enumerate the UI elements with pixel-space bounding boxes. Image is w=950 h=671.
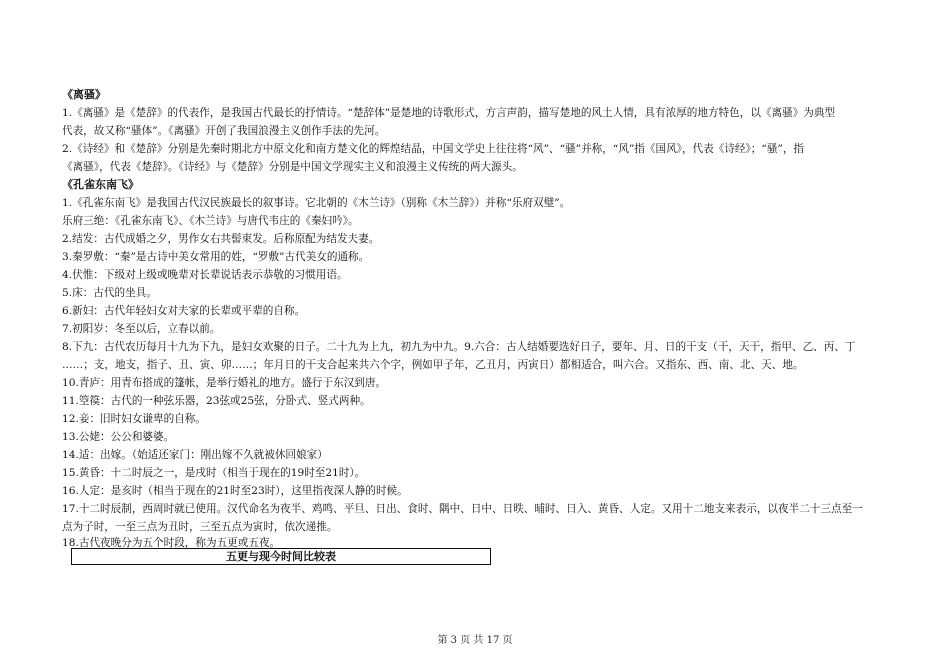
text-line: 13.公姥：公公和婆婆。	[62, 431, 175, 443]
text-line: 14.适：出嫁。（始适还家门：刚出嫁不久就被休回娘家）	[62, 449, 328, 461]
text-line: 5.床：古代的坐具。	[62, 287, 157, 299]
text-line: 17.十二时辰制，西周时就已使用。汉代命名为夜半、鸡鸣、平旦、日出、食时、隅中、日中、日昳、晡时、日入、黄昏、人定。又用十二地支来表示，以夜半二十三点至一	[62, 503, 863, 515]
text-line: 10.青庐：用青布搭成的篷帐，是举行婚礼的地方。盛行于东汉到唐。	[62, 377, 387, 389]
text-line: 11.箜篌：古代的一种弦乐器，23弦或25弦，分卧式、竖式两种。	[62, 395, 371, 407]
text-line: 4.伏惟：下级对上级或晚辈对长辈说话表示恭敬的习惯用语。	[62, 269, 348, 281]
text-line: 1.《孔雀东南飞》是我国古代汉民族最长的叙事诗。它北朝的《木兰诗》（别称《木兰辞》）并称“乐府双璧”。	[62, 197, 571, 209]
section-title-lisao: 《离骚》	[62, 88, 106, 101]
page-footer: 第 3 页 共 17 页	[437, 635, 513, 646]
text-line: 1.《离骚》是《楚辞》的代表作，是我国古代最长的抒情诗。“楚辞体”是楚地的诗歌形式，方言声韵，描写楚地的风土人情，具有浓厚的地方特色，以《离骚》为典型	[62, 107, 836, 119]
text-line: 8.下九：古代农历每月十九为下九，是妇女欢聚的日子。二十九为上九，初九为中九。9.六合：古人结婚要选好日子，要年、月、日的干支（干，天干，指甲、乙、丙、丁	[62, 341, 856, 353]
text-line: 7.初阳岁：冬至以后，立春以前。	[62, 323, 221, 335]
table-caption: 五更与现今时间比较表	[71, 548, 491, 565]
text-line: 2.《诗经》和《楚辞》分别是先秦时期北方中原文化和南方楚文化的辉煌结晶，中国文学史上往往将“风”、“骚”并称，“风”指《国风》，代表《诗经》；“骚”，指	[62, 143, 805, 155]
text-line: 15.黄昏：十二时辰之一，是戌时（相当于现在的19时至21时）。	[62, 467, 366, 479]
text-line: 18.古代夜晚分为五个时段，称为五更或五夜。	[62, 537, 281, 549]
section-title-kongque: 《孔雀东南飞》	[62, 178, 139, 191]
text-line: 代表，故又称“骚体”。《离骚》开创了我国浪漫主义创作手法的先河。	[62, 125, 386, 137]
text-line: 6.新妇：古代年轻妇女对夫家的长辈或平辈的自称。	[62, 305, 306, 317]
text-line: 点为子时，一至三点为丑时，三至五点为寅时，依次递推。	[62, 521, 338, 533]
text-line: 乐府三绝：《孔雀东南飞》、《木兰诗》与唐代韦庄的《秦妇吟》。	[62, 215, 359, 227]
text-line: 2.结发：古代成婚之夕，男作女右共髻束发。后称原配为结发夫妻。	[62, 233, 380, 245]
text-line: 《离骚》，代表《楚辞》。《诗经》与《楚辞》分别是中国文学现实主义和浪漫主义传统的两大源头。	[62, 161, 523, 173]
text-line: 16.人定：是亥时（相当于现在的21时至23时），这里指夜深人静的时候。	[62, 485, 408, 497]
text-line: 12.妾：旧时妇女谦卑的自称。	[62, 413, 206, 425]
text-line: 3.秦罗敷：“秦”是古诗中美女常用的姓，“罗敷”古代美女的通称。	[62, 251, 370, 263]
text-line: ……；支，地支，指子、丑、寅、卯……；年月日的干支合起来共六个字，例如甲子年，乙丑月，丙寅日）都相适合，叫六合。又指东、西、南、北、天、地。	[62, 359, 804, 371]
